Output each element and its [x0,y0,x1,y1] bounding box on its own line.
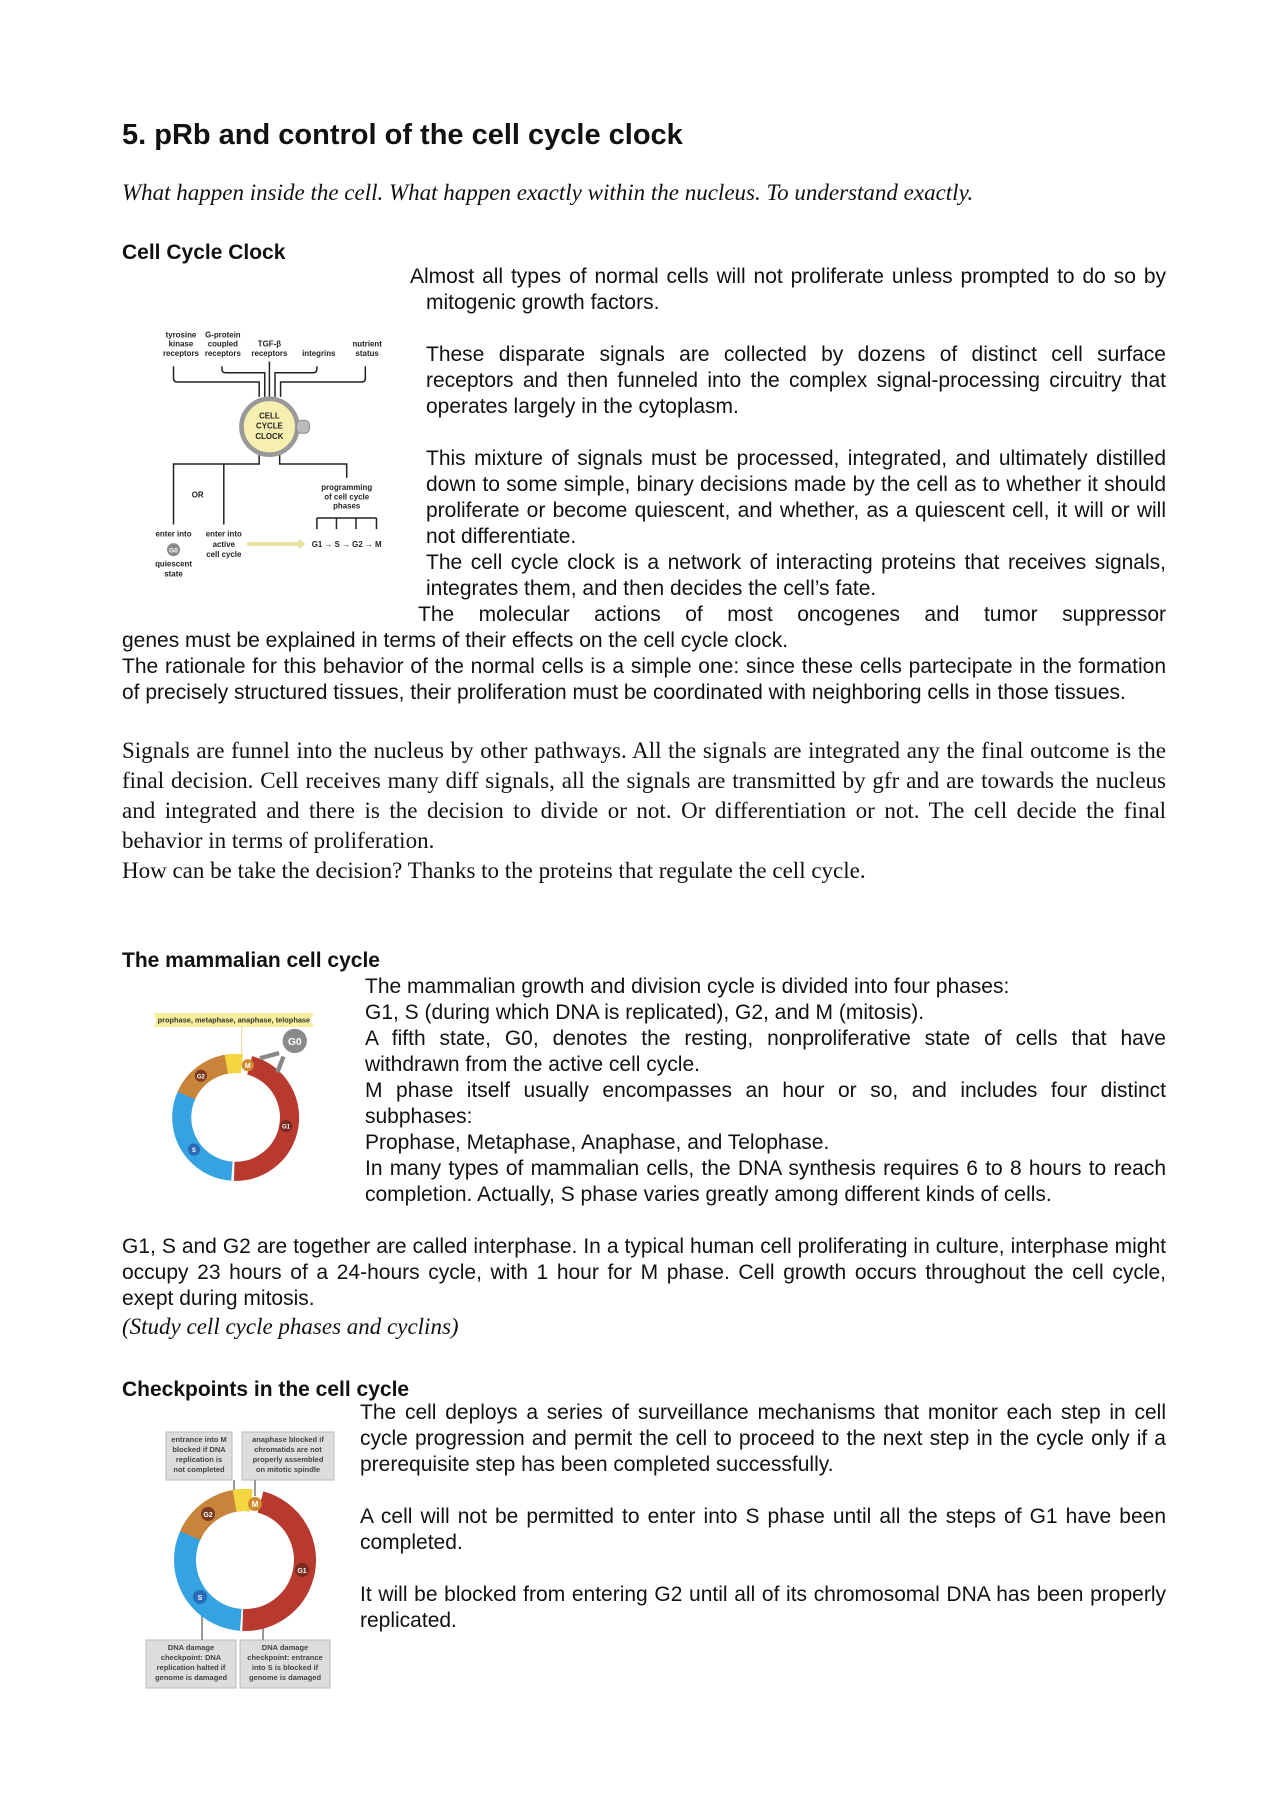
svg-text:prophase, metaphase, anaphase,: prophase, metaphase, anaphase, telophase [157,1015,311,1025]
svg-text:quiescent: quiescent [155,559,192,569]
paragraph: The rationale for this behavior of the normal cells is a simple one: since these cells partecipate in the formation of precisely structured tissues, their proliferation must be coordinated with neighboring cells in those tissues. [122,655,1166,704]
svg-text:coupled: coupled [207,339,239,349]
mammalian-cell-cycle-figure [140,995,340,1205]
section3-text [360,1400,1166,1634]
paragraph: The cell deploys a series of surveillance mechanisms that monitor each step in cell cycle progression and permit the cell to proceed to the next step in the cycle only if a prerequisite step has been completed successfully. [360,1401,1166,1476]
svg-text:OR: OR [191,490,204,500]
section-heading-cell-cycle-clock: Cell Cycle Clock [122,241,286,264]
checkpoint-label: DNA damage [261,1643,309,1652]
svg-text:receptors: receptors [204,348,241,358]
section2-text [365,974,1166,1208]
paragraph: G1, S (during which DNA is replicated), G2, and M (mitosis). [365,1001,925,1024]
svg-text:G1: G1 [297,1568,307,1575]
svg-text:nutrient: nutrient [352,339,382,349]
checkpoint-label: on mitotic spindle [255,1465,321,1474]
svg-text:programming: programming [321,483,373,493]
svg-text:active: active [212,539,236,549]
checkpoint-label: anaphase blocked if [252,1435,324,1444]
svg-text:kinase: kinase [168,339,194,349]
svg-text:enter into: enter into [205,529,242,539]
cell-cycle-clock-figure [140,310,410,590]
svg-text:G0: G0 [287,1037,302,1049]
checkpoint-label: properly assembled [252,1455,324,1464]
svg-text:G2: G2 [203,1512,213,1519]
checkpoints-figure [140,1430,350,1700]
checkpoint-label: into S is blocked if [251,1663,319,1672]
svg-text:G-protein: G-protein [205,330,241,340]
paragraph: Signals are funnel into the nucleus by other pathways. All the signals are integrated any the final outcome is the final decision. Cell receives many diff signals, all the signals are transmitted by gfr and are towards the nucleus and integrated and there is the decision to divide or not. Or differentiation or not. The cell decide the final behavior in terms of proliferation. [122,738,1166,853]
study-note: (Study cell cycle phases and cyclins) [122,1314,459,1339]
svg-text:M: M [244,1062,251,1070]
paragraph: A cell will not be permitted to enter into S phase until all the steps of G1 have been completed. [360,1505,1166,1554]
page-title: 5. pRb and control of the cell cycle clock [122,119,683,151]
paragraph: The molecular actions of most oncogenes and tumor suppressor [418,603,1166,626]
section1-text [410,264,1166,628]
svg-text:G1: G1 [282,1123,291,1131]
svg-text:G2: G2 [196,1073,205,1081]
svg-text:CYCLE: CYCLE [256,421,283,431]
paragraph: In many types of mammalian cells, the DNA synthesis requires 6 to 8 hours to reach completion. Actually, S phase varies greatly among different kinds of cells. [365,1157,1166,1206]
svg-text:S: S [191,1147,196,1155]
paragraph: The mammalian growth and division cycle is divided into four phases: [365,975,1010,998]
svg-text:status: status [355,348,379,358]
checkpoint-label: DNA damage [167,1643,215,1652]
section1-text-full [122,628,1166,886]
svg-text:G0: G0 [169,547,178,555]
svg-text:enter into: enter into [155,529,192,539]
paragraph: Almost all types of normal cells will not proliferate unless prompted to do so by mitogenic growth factors. [410,265,1166,314]
svg-text:G1 → S → G2 → M: G1 → S → G2 → M [311,539,382,549]
svg-text:integrins: integrins [302,348,336,358]
section2-text-full [122,1234,1166,1342]
svg-text:receptors: receptors [251,348,288,358]
checkpoint-label: replication halted if [156,1663,226,1672]
paragraph: The cell cycle clock is a network of interacting proteins that receives signals, integrates them, and then decides the cell’s fate. [426,551,1166,600]
svg-text:tyrosine: tyrosine [165,330,197,340]
paragraph: These disparate signals are collected by dozens of distinct cell surface receptors and then funneled into the complex signal-processing circuitry that operates largely in the cytoplasm. [426,343,1166,418]
checkpoint-label: blocked if DNA [172,1445,226,1454]
checkpoint-label: entrance into M [171,1435,227,1444]
section-heading-checkpoints: Checkpoints in the cell cycle [122,1378,410,1401]
paragraph: M phase itself usually encompasses an hour or so, and includes four distinct subphases: [365,1079,1166,1128]
paragraph: A fifth state, G0, denotes the resting, nonproliferative state of cells that have withdrawn from the active cell cycle. [365,1027,1166,1076]
subtitle: What happen inside the cell. What happen exactly within the nucleus. To understand exactly. [122,180,974,205]
paragraph: genes must be explained in terms of their effects on the cell cycle clock. [122,629,789,652]
paragraph: It will be blocked from entering G2 until all of its chromosomal DNA has been properly replicated. [360,1583,1166,1632]
svg-text:CELL: CELL [259,411,280,421]
svg-text:TGF-β: TGF-β [257,339,282,349]
checkpoint-label: chromatids are not [254,1445,322,1454]
section-heading-mammalian-cell-cycle: The mammalian cell cycle [122,949,380,972]
checkpoint-label: replication is [175,1455,223,1464]
paragraph: Prophase, Metaphase, Anaphase, and Telophase. [365,1131,830,1154]
svg-text:S: S [197,1595,203,1602]
checkpoint-label: checkpoint: entrance [247,1653,323,1662]
checkpoint-label: genome is damaged [154,1673,228,1682]
svg-text:state: state [164,569,183,579]
paragraph: How can be take the decision? Thanks to the proteins that regulate the cell cycle. [122,858,866,883]
checkpoint-label: genome is damaged [248,1673,322,1682]
checkpoint-label: not completed [173,1465,225,1474]
svg-text:receptors: receptors [162,348,199,358]
svg-text:of cell cycle: of cell cycle [324,492,370,502]
svg-text:phases: phases [333,501,361,511]
paragraph: This mixture of signals must be processed, integrated, and ultimately distilled down to some simple, binary decisions made by the cell as to whether it should proliferate or become quiescent, and whether, as a quiescent cell, it will or will not differentiate. [426,447,1166,548]
svg-text:CLOCK: CLOCK [255,431,284,441]
svg-text:M: M [251,1500,259,1509]
checkpoint-label: checkpoint: DNA [160,1653,222,1662]
paragraph: G1, S and G2 are together are called interphase. In a typical human cell proliferating in culture, interphase might occupy 23 hours of a 24-hours cycle, with 1 hour for M phase. Cell growth occurs throughout the cell cycle, exept during mitosis. [122,1235,1166,1310]
svg-text:cell cycle: cell cycle [206,550,242,560]
